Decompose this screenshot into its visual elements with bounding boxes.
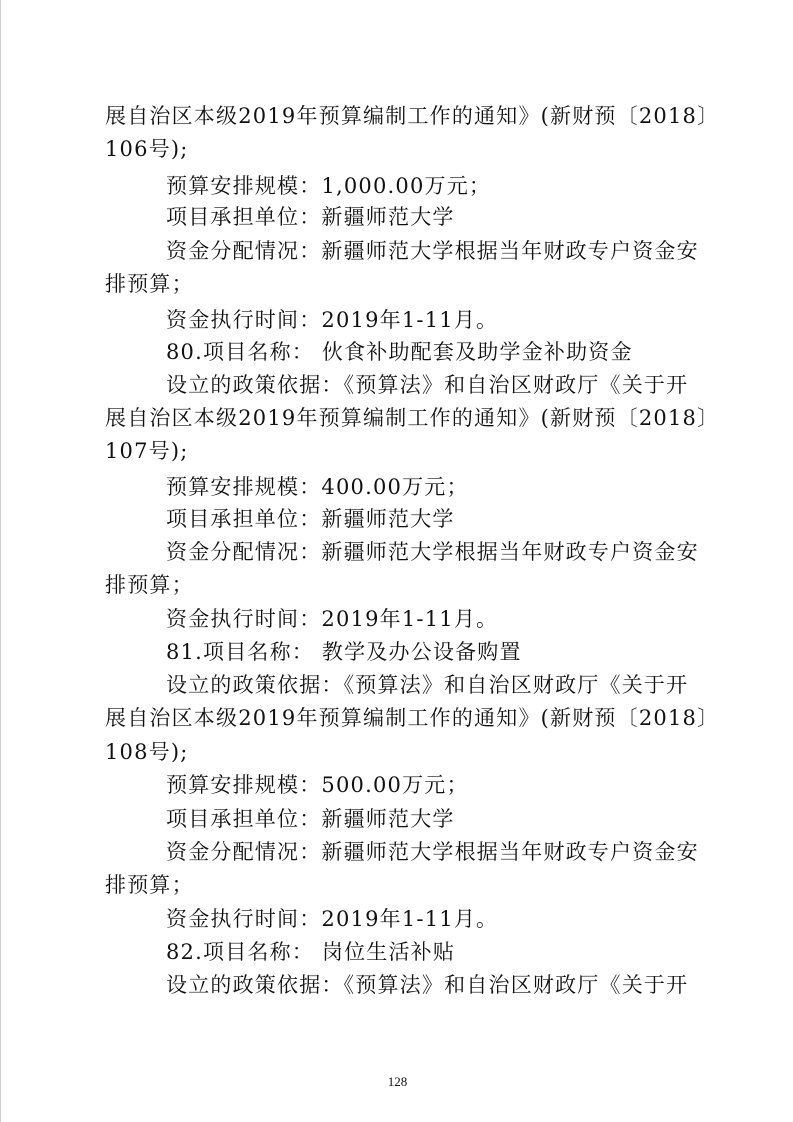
body-line: 排预算；	[105, 573, 194, 597]
body-line: 排预算；	[105, 873, 194, 897]
body-line: 预算安排规模：1,000.00万元；	[166, 174, 492, 198]
body-line: 设立的政策依据：《预算法》和自治区财政厅《关于开	[166, 973, 689, 997]
body-line: 资金分配情况：新疆师范大学根据当年财政专户资金安	[166, 540, 699, 564]
body-line: 预算安排规模：400.00万元；	[166, 475, 469, 499]
body-line: 项目承担单位：新疆师范大学	[166, 807, 455, 831]
body-line: 106号);	[105, 137, 189, 161]
body-line: 80.项目名称： 伙食补助配套及助学金补助资金	[166, 340, 633, 364]
body-line: 107号);	[105, 439, 189, 463]
body-line: 资金分配情况：新疆师范大学根据当年财政专户资金安	[166, 239, 699, 263]
body-line: 设立的政策依据：《预算法》和自治区财政厅《关于开	[166, 373, 689, 397]
body-line: 资金执行时间：2019年1-11月。	[166, 907, 499, 931]
body-line: 展自治区本级2019年预算编制工作的通知》(新财预〔2018〕	[105, 406, 720, 430]
body-line: 展自治区本级2019年预算编制工作的通知》(新财预〔2018〕	[105, 706, 720, 730]
body-line: 排预算；	[105, 272, 194, 296]
body-line: 项目承担单位：新疆师范大学	[166, 205, 455, 229]
body-line: 108号);	[105, 740, 189, 764]
body-line: 81.项目名称： 教学及办公设备购置	[166, 640, 522, 664]
body-line: 资金执行时间：2019年1-11月。	[166, 607, 499, 631]
body-line: 展自治区本级2019年预算编制工作的通知》(新财预〔2018〕	[105, 104, 720, 128]
body-line: 资金分配情况：新疆师范大学根据当年财政专户资金安	[166, 840, 699, 864]
body-line: 82.项目名称： 岗位生活补贴	[166, 940, 456, 964]
page-number: 128	[387, 1074, 408, 1089]
body-line: 设立的政策依据：《预算法》和自治区财政厅《关于开	[166, 673, 689, 697]
body-line: 预算安排规模：500.00万元；	[166, 773, 469, 797]
body-line: 项目承担单位：新疆师范大学	[166, 507, 455, 531]
body-line: 资金执行时间：2019年1-11月。	[166, 308, 499, 332]
